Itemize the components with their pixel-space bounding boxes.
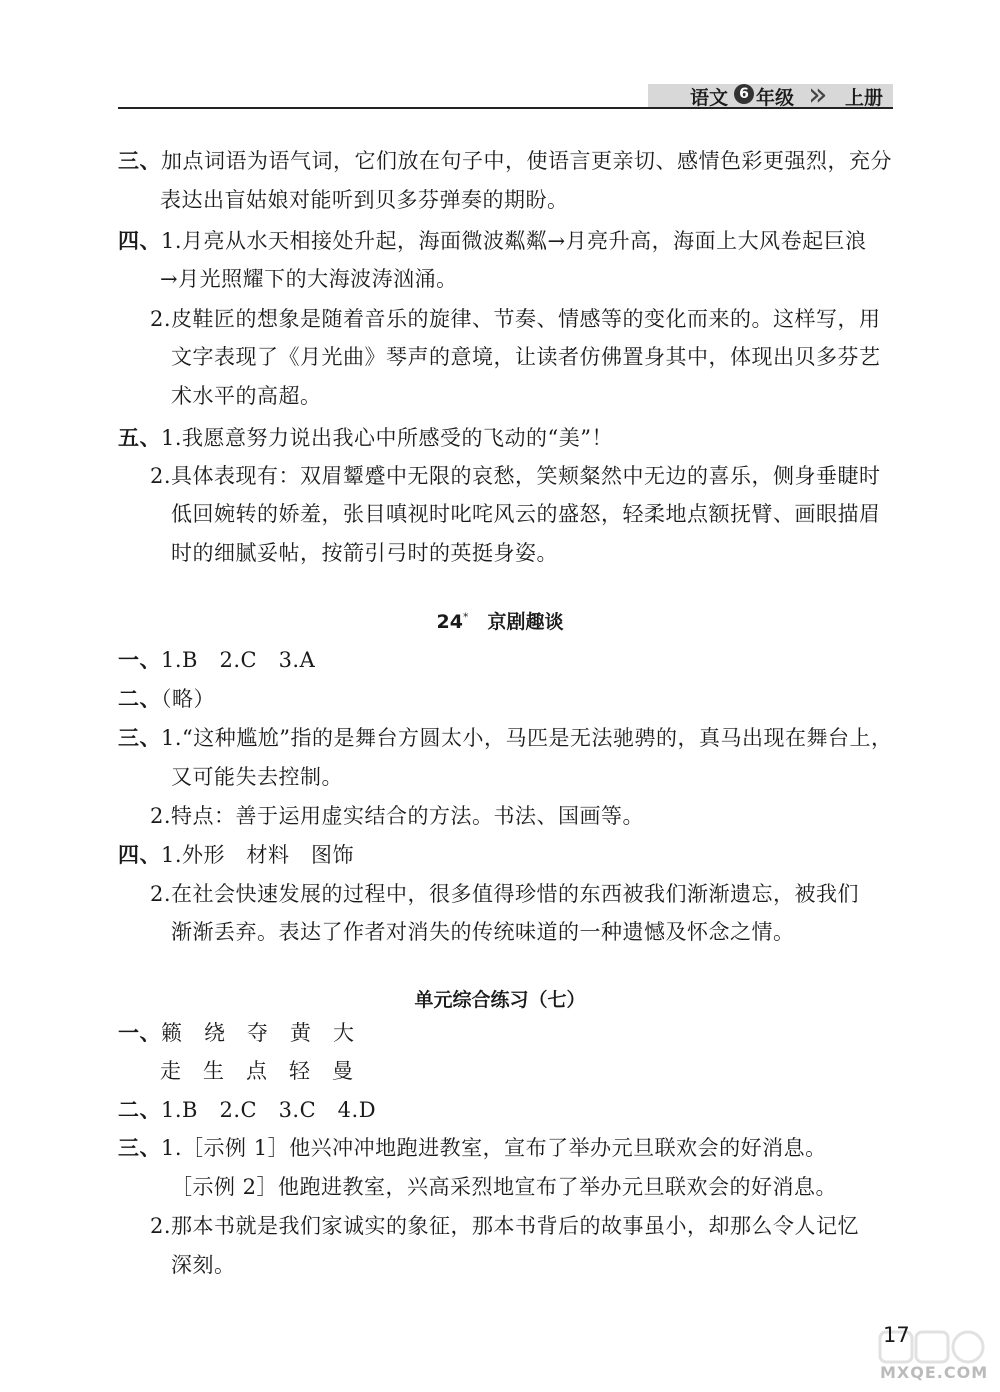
answer-line: 低回婉转的娇羞，张目嗔视时叱咤风云的盛怒，轻柔地点额抚臂、画眼描眉 [171, 502, 881, 526]
header-grade-suffix: 年级 [756, 87, 795, 109]
answer-line: 三、加点词语为语气词，它们放在句子中，使语言更亲切、感情色彩更强烈，充分 [118, 149, 892, 173]
answer-line: 四、1.外形 材料 图饰 [118, 843, 355, 867]
header-grade-badge: 6 [734, 84, 754, 104]
answer-line: 文字表现了《月光曲》琴声的意境，让读者仿佛置身其中，体现出贝多芬艺 [171, 345, 881, 369]
page-number: 17 [883, 1323, 910, 1347]
answer-line: 表达出盲姑娘对能听到贝多芬弹奏的期盼。 [160, 188, 569, 212]
answer-line: 又可能失去控制。 [171, 765, 343, 789]
answer-line: 一、1.B 2.C 3.A [118, 648, 316, 672]
watermark-site: MXQE.COM [880, 1363, 989, 1382]
header-volume: 上册 [845, 87, 884, 109]
answer-line: 四、1.月亮从水天相接处升起，海面微波粼粼→月亮升高，海面上大风卷起巨浪 [118, 229, 867, 253]
lesson-title: 京剧趣谈 [487, 611, 564, 633]
section-title [0, 607, 1000, 634]
answer-line: 术水平的高超。 [171, 384, 322, 408]
answer-line: 二、（略） [118, 687, 215, 711]
lesson-star: * [462, 610, 469, 624]
double-chevron-icon: » [808, 75, 816, 113]
page-header [648, 75, 893, 113]
section-title: 单元综合练习（七） [414, 989, 586, 1011]
answer-line: 五、1.我愿意努力说出我心中所感受的飞动的“美”！ [118, 426, 614, 450]
answer-line: 走 生 点 轻 曼 [160, 1059, 354, 1083]
answer-line: 三、1.［示例 1］他兴冲冲地跑进教室，宣布了举办元旦联欢会的好消息。 [118, 1136, 827, 1160]
answer-line: 三、1.“这种尴尬”指的是舞台方圆太小，马匹是无法驰骋的，真马出现在舞台上， [118, 726, 893, 750]
answer-line: 2.在社会快速发展的过程中，很多值得珍惜的东西被我们渐渐遗忘，被我们 [150, 882, 860, 906]
lesson-number: 24 [436, 611, 463, 633]
answer-line: 2.皮鞋匠的想象是随着音乐的旋律、节奏、情感等的变化而来的。这样写，用 [150, 307, 881, 331]
answer-line: 2.特点：善于运用虚实结合的方法。书法、国画等。 [150, 804, 645, 828]
answer-line: →月光照耀下的大海波涛汹涌。 [160, 267, 458, 291]
answer-line: 一、籁 绕 夺 黄 大 [118, 1021, 355, 1045]
answer-line: 时的细腻妥帖，按箭引弓时的英挺身姿。 [171, 541, 558, 565]
answer-line: 深刻。 [171, 1253, 236, 1277]
answer-line: ［示例 2］他跑进教室，兴高采烈地宣布了举办元旦联欢会的好消息。 [171, 1175, 838, 1199]
answer-line: 2.具体表现有：双眉颦蹙中无限的哀愁，笑颊粲然中无边的喜乐，侧身垂睫时 [150, 464, 881, 488]
answer-line: 2.那本书就是我们家诚实的象征，那本书背后的故事虽小，却那么令人记忆 [150, 1214, 860, 1238]
answer-line: 渐渐丢弃。表达了作者对消失的传统味道的一种遗憾及怀念之情。 [171, 920, 795, 944]
answer-line: 二、1.B 2.C 3.C 4.D [118, 1098, 377, 1122]
header-subject: 语文 [690, 87, 729, 109]
